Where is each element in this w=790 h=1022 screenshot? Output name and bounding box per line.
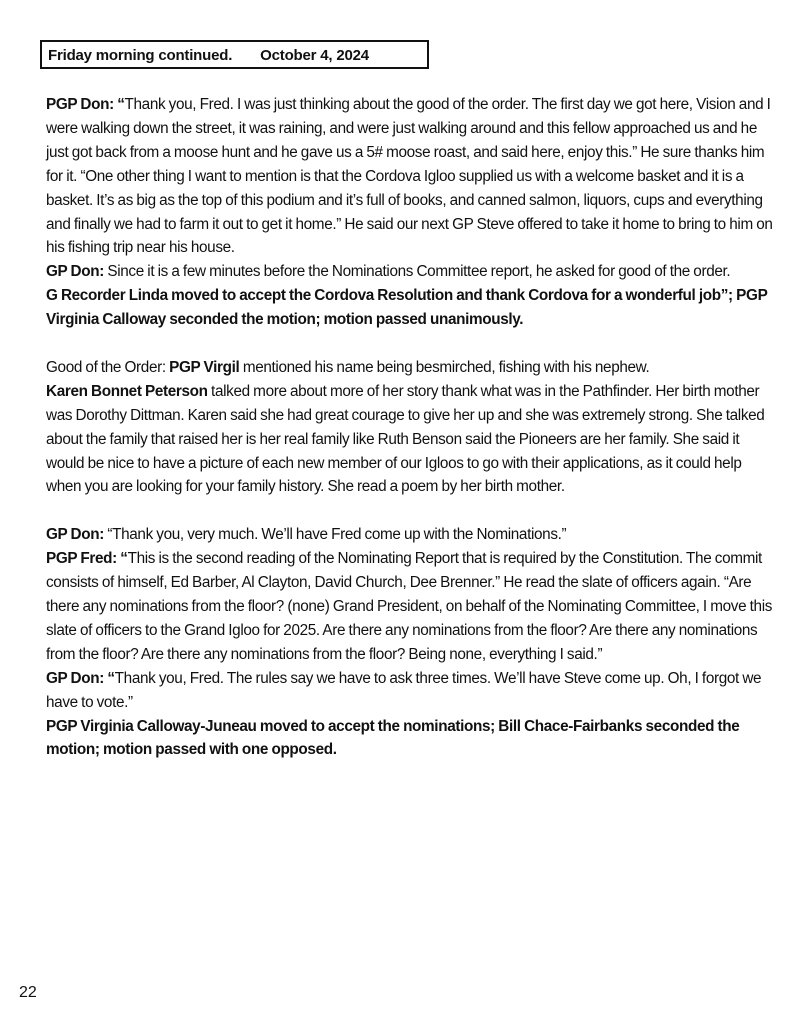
paragraph-text: This is the second reading of the Nominating Report that is required by the Constitution. The commit consists of himself, Ed Barber, Al Clayton, David Church, Dee Brenner.” He read the slate of officers again. “Are there any nominations from the floor? (none) Grand President, on behalf of the Nominating Committee, I move this slate of officers to the Grand Igloo for 2025. Are there any nominations from the floor? Are there any nominations from the floor? Are there any nominations from the floor? Being none, everything I said.” (46, 550, 773, 663)
speaker-label: PGP Virgil (169, 358, 240, 376)
section-label: Good of the Order: (46, 358, 170, 376)
header-title: Friday morning continued. (48, 47, 233, 64)
paragraph-pgp-fred (46, 547, 778, 667)
paragraph-text: Thank you, Fred. The rules say we have to ask three times. We’ll have Steve come up. Oh, I forgot we have to vote.” (46, 669, 762, 711)
paragraph-text: Since it is a few minutes before the Nominations Committee report, he asked for good of the order. (103, 263, 731, 281)
speaker-label: Karen Bonnet Peterson (46, 382, 208, 400)
paragraph-text: mentioned his name being besmirched, fishing with his nephew. (239, 358, 650, 376)
quote-mark: “ (116, 550, 128, 568)
paragraph-good-of-order (46, 356, 778, 499)
quote-mark: “ (103, 669, 115, 687)
speaker-label: GP Don: (46, 669, 104, 687)
motion-text: PGP Virginia Calloway-Juneau moved to accept the nominations; Bill Chace-Fairbanks seconded the motion; motion passed with one opposed. (46, 717, 740, 759)
speaker-label: PGP Fred: (46, 550, 117, 568)
header-box (40, 40, 429, 69)
motion-nominations (46, 715, 778, 763)
paragraph-pgp-don (46, 93, 778, 260)
speaker-label: GP Don: (46, 263, 104, 281)
paragraph-gp-don-thanks (46, 523, 778, 547)
paragraph-text: Thank you, Fred. I was just thinking about the good of the order. The first day we got here, Vision and I were walking down the street, it was raining, and were just walking around and this fellow approached us and he just got back from a moose hunt and he gave us a 5# moose roast, and said here, enjoy this.” He sure thanks him for it. “One other thing I want to mention is that the Cordova Igloo supplied us with a welcome basket and it is a basket. It’s as big as the top of this podium and it’s full of books, and canned salmon, liquors, cups and everything and finally we had to farm it out to get it home.” He said our next GP Steve offered to take it home to bring to him on his fishing trip near his house. (46, 96, 773, 257)
motion-text: G Recorder Linda moved to accept the Cordova Resolution and thank Cordova for a wonderful job”; PGP Virginia Calloway seconded the motion; motion passed unanimously. (46, 287, 768, 329)
paragraph-gp-don (46, 260, 778, 284)
document-body (46, 93, 778, 762)
spacer (46, 499, 778, 523)
paragraph-text: talked more about more of her story thank what was in the Pathfinder. Her birth mother was Dorothy Dittman. Karen said she had great courage to give her up and she was extremely strong. She talked about the family that raised her is her real family like Ruth Benson said the Pioneers are her family. She said it would be nice to have a picture of each new member of our Igloos to go with their applications, as it could help when you are looking for your family history. She read a poem by her birth mother. (46, 382, 765, 496)
paragraph-gp-don-vote (46, 667, 778, 715)
spacer (46, 332, 778, 356)
page-number: 22 (19, 984, 37, 1001)
header-date: October 4, 2024 (260, 47, 369, 64)
motion-cordova-resolution (46, 284, 778, 332)
speaker-label: PGP Don: (46, 96, 114, 113)
quote-mark: “ (113, 96, 125, 113)
header-text (48, 47, 369, 64)
paragraph-text: “Thank you, very much. We’ll have Fred come up with the Nominations.” (103, 526, 567, 544)
speaker-label: GP Don: (46, 526, 104, 544)
